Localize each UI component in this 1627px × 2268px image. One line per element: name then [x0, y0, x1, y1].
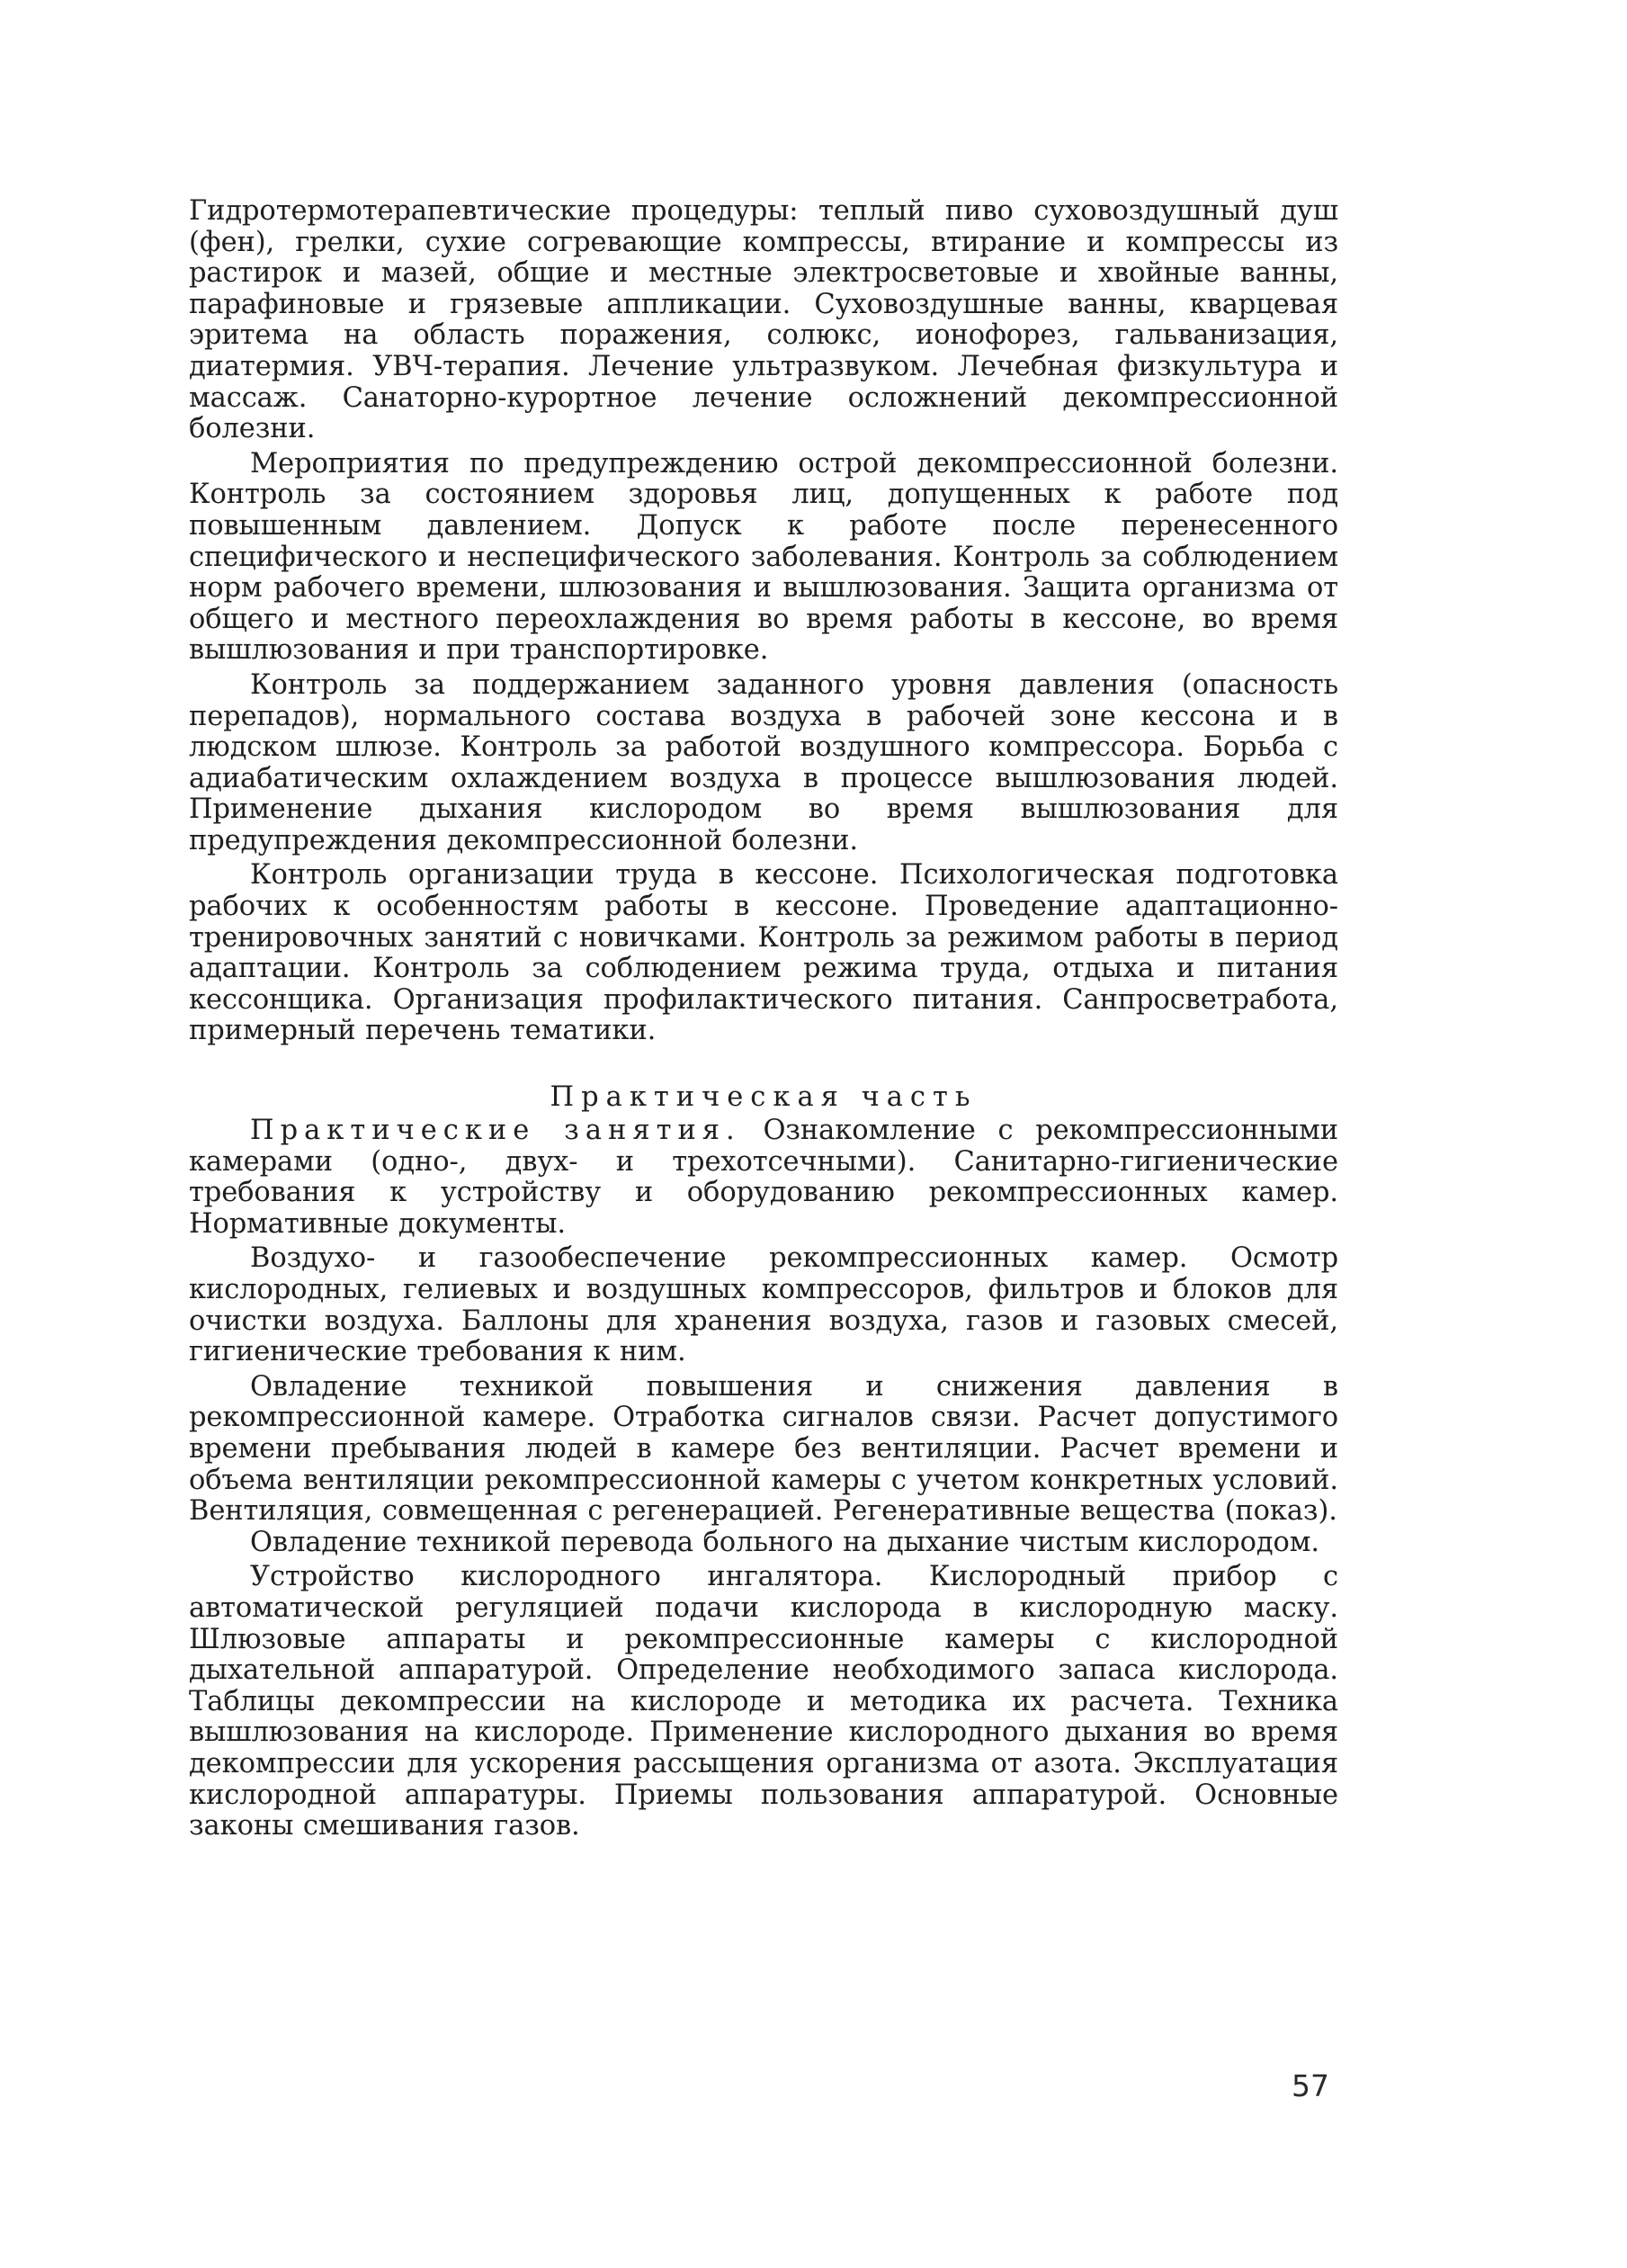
paragraph-prevention-measures: Мероприятия по предупреждению острой декомпрессионной болезни. Контроль за состоянием здоровья лиц, допущенных к работе под повышенным давлением. Допуск к работе после перенесенного специфического и неспецифического заболевания. Контроль за соблюдением норм рабочего времени, шлюзования и вышлюзования. Защита организма от общего и местного переохлаждения во время работы в кессоне, во время вышлюзования и при транспортировке. — [189, 447, 1338, 667]
practical-lessons-text: Ознакомление с рекомпрессионными камерами (одно-, двух- и трехотсечными). Санитарно-гигиенические требования к устройству и оборудованию рекомпрессионных камер. Нормативные документы. — [189, 1115, 1339, 1240]
page-number: 57 — [1292, 2068, 1329, 2103]
paragraph-pressure-technique: Овладение техникой повышения и снижения давления в рекомпрессионной камере. Отработка сигналов связи. Расчет допустимого времени пребывания людей в камере без вентиляции. Расчет времени и объема вентиляции рекомпрессионной камеры с учетом конкретных условий. Вентиляция, совмещенная с регенерацией. Регенеративные вещества (показ). — [189, 1370, 1338, 1528]
paragraph-oxygen-inhaler: Устройство кислородного ингалятора. Кислородный прибор с автоматической регуляцией подачи кислорода в кислородную маску. Шлюзовые аппараты и рекомпрессионные камеры с кислородной дыхательной аппаратурой. Определение необходимого запаса кислорода. Таблицы декомпрессии на кислороде и методика их расчета. Техника вышлюзования на кислороде. Применение кислородного дыхания во время декомпрессии для ускорения рассыщения организма от азота. Эксплуатация кислородной аппаратуры. Приемы пользования аппаратурой. Основные законы смешивания газов. — [189, 1561, 1338, 1842]
paragraph-hydrotherapy: Гидротермотерапевтические процедуры: теплый пиво суховоздушный душ (фен), грелки, сухие согревающие компрессы, втирание и компрессы из растирок и мазей, общие и местные электросветовые и хвойные ванны, парафиновые и грязевые аппликации. Суховоздушные ванны, кварцевая эритема на область поражения, солюкс, ионофорез, гальванизация, диатермия. УВЧ-терапия. Лечение ультразвуком. Лечебная физкультура и массаж. Санаторно-курортное лечение осложнений декомпрессионной болезни. — [189, 195, 1338, 445]
practical-lessons-lead: Практические занятия. — [250, 1115, 741, 1147]
paragraph-air-gas-supply: Воздухо- и газообеспечение рекомпрессионных камер. Осмотр кислородных, гелиевых и воздушных компрессоров, фильтров и блоков для очистки воздуха. Баллоны для хранения воздуха, газов и газовых смесей, гигиенические требования к ним. — [189, 1242, 1338, 1368]
page-body — [189, 196, 1338, 1842]
paragraph-pressure-control: Контроль за поддержанием заданного уровня давления (опасность перепадов), нормального состава воздуха в рабочей зоне кессона и в людском шлюзе. Контроль за работой воздушного компрессора. Борьба с адиабатическим охлаждением воздуха в процессе вышлюзования людей. Применение дыхания кислородом во время вышлюзования для предупреждения декомпрессионной болезни. — [189, 668, 1338, 856]
section-heading-practical-part: Практическая часть — [550, 1081, 978, 1114]
paragraph-practical-lessons — [189, 1116, 1338, 1240]
paragraph-work-organization: Контроль организации труда в кессоне. Психологическая подготовка рабочих к особенностям работы в кессоне. Проведение адаптационно-тренировочных занятий с новичками. Контроль за режимом работы в период адаптации. Контроль за соблюдением режима труда, отдыха и питания кессонщика. Организация профилактического питания. Санпросветработа, примерный перечень тематики. — [189, 859, 1338, 1047]
paragraph-oxygen-transfer: Овладение техникой перевода больного на дыхание чистым кислородом. — [250, 1526, 1320, 1558]
